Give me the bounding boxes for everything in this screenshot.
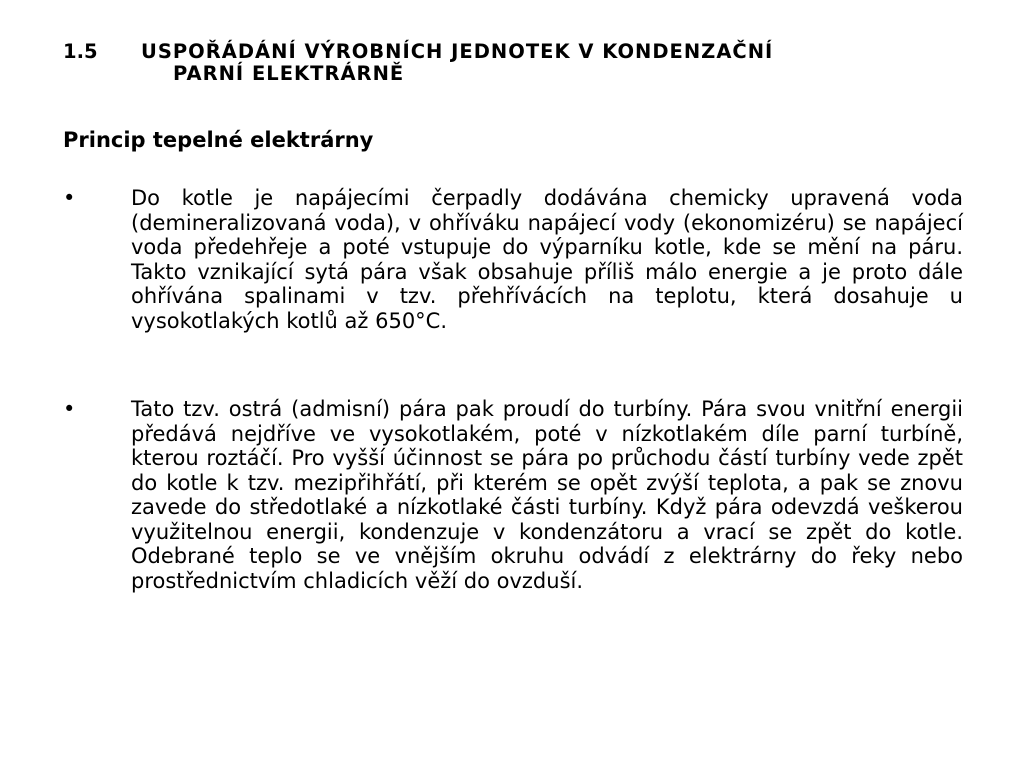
section-title-line-2: PARNÍ ELEKTRÁRNĚ (173, 62, 405, 85)
section-title (141, 40, 963, 86)
bullet-icon: • (63, 186, 76, 210)
section-number: 1.5 (63, 40, 98, 63)
section-title-line-1: USPOŘÁDÁNÍ VÝROBNÍCH JEDNOTEK V KONDENZAČNÍ (141, 40, 774, 63)
bullet-paragraph: Do kotle je napájecími čerpadly dodávána chemicky upravená voda (demineralizovaná voda), v ohříváku napájecí vody (ekonomizéru) se napájecí voda předehřeje a poté vstupuje do výparníku kotle, kde se mění na páru. Takto vznikající sytá pára však obsahuje příliš málo energie a je proto dále ohřívána spalinami v tzv. přehřívácích na teplotu, která dosahuje u vysokotlakých kotlů až 650°C. (131, 186, 963, 333)
bullet-paragraph: Tato tzv. ostrá (admisní) pára pak proudí do turbíny. Pára svou vnitřní energii předává nejdříve ve vysokotlakém, poté v nízkotlakém díle parní turbíně, kterou roztáčí. Pro vyšší účinnost se pára po průchodu částí turbíny vede zpět do kotle k tzv. mezipřihřátí, při kterém se opět zvýší teplota, a pak se znovu zavede do středotlaké a nízkotlaké části turbíny. Když pára odevzdá veškerou využitelnou energii, kondenzuje v kondenzátoru a vrací se zpět do kotle. Odebrané teplo se ve vnějším okruhu odvádí z elektrárny do řeky nebo prostřednictvím chladicích věží do ovzduší. (131, 397, 963, 593)
subheading: Princip tepelné elektrárny (63, 128, 374, 152)
bullet-icon: • (63, 397, 76, 421)
